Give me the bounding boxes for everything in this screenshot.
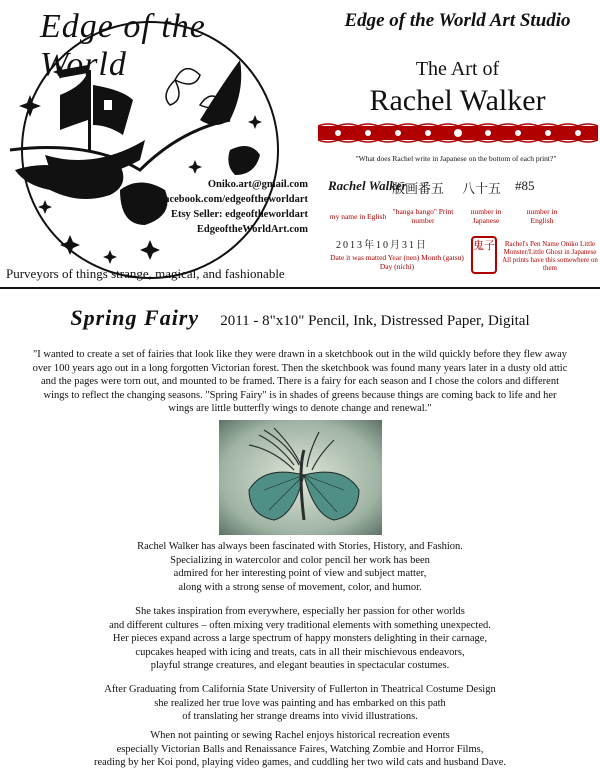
artist-quote: "I wanted to create a set of fairies that look like they were drawn in a sketchbook out in the wild quickly before they flew away over 100 years ago out in a long forgotten Victorian forest. Then the sketchbook was found many years later in a dusty old attic and the pages were torn out, and mounted to be framed. There is a fairy for each season and I chose the colors and different wings to reflect the changing seasons. "Spring Fairy" is in shades of greens because things are coming back to life and her wings are little butterfly wings to denote change and renewal.": [32, 349, 568, 414]
bio-line: she realized her true love was painting and has embarked on this path: [154, 697, 446, 709]
piece-details: 2011 - 8"x10" Pencil, Ink, Distressed Paper, Digital: [220, 313, 530, 329]
contact-email[interactable]: Oniko.art@gmail.com: [207, 179, 308, 190]
bio-paragraph-1: [30, 540, 570, 594]
contact-etsy[interactable]: Etsy Seller: edgeoftheworldart: [170, 209, 308, 220]
caption-name: my name in Eglish: [329, 212, 387, 221]
bio-line: cupcakes heaped with icing and treats, cats in all their mischievous endeavors,: [135, 646, 465, 658]
caption-pen-name: Rachel's Pen Name Oniko Little Monster/Little Ghost in Japanese All prints have this somewhere on them: [502, 240, 598, 272]
bio-line: When not painting or sewing Rachel enjoys historical recreation events: [150, 730, 450, 741]
signature-english-number: #85: [515, 178, 535, 193]
bio-line: admired for her interesting point of view and subject matter,: [173, 568, 427, 579]
caption-print-number: "hanga bango" Print number: [392, 207, 454, 225]
contact-facebook[interactable]: Facebook.com/edgeoftheworldart: [157, 194, 308, 205]
bio-line: reading by her Koi pond, playing video games, and cuddling her two wild cats and husband Dave.: [93, 757, 507, 768]
japanese-question: "What does Rachel write in Japanese on the bottom of each print?": [355, 154, 557, 163]
bio-line: along with a strong sense of movement, color, and humor.: [178, 581, 422, 593]
spring-fairy-artwork: [219, 420, 382, 535]
bio-line: playful strange creatures, and elegant beauties in spectacular costumes.: [150, 660, 450, 671]
bio-line: Her pieces expand across a large spectrum of happy monsters delighting in their carnage,: [112, 633, 488, 644]
piece-title: Spring Fairy: [70, 305, 200, 330]
ornamental-red-banner: [318, 122, 598, 144]
bio-line: Specializing in watercolor and color pencil her work has been: [170, 554, 430, 566]
contact-block: [150, 177, 308, 237]
piece-title-row: [0, 305, 600, 331]
art-of-heading: The Art of: [415, 58, 500, 80]
logo-title: Edge of the World: [40, 8, 206, 83]
section-divider: [0, 287, 600, 289]
caption-date: Date it was matted Year (nen) Month (gatsu) Day (nichi): [330, 253, 464, 271]
bio-line: She takes inspiration from everywhere, especially her passion for other worlds: [135, 606, 465, 617]
bio-paragraph-3: [30, 683, 570, 724]
caption-japanese-number: number in Japanese: [470, 207, 502, 225]
signature-japanese-number: 八十五: [462, 181, 502, 196]
bio-line: After Graduating from California State University of Fullerton in Theatrical Costume Design: [104, 684, 496, 695]
signature-name: Rachel Walker: [328, 178, 407, 193]
bio-line: especially Victorian Balls and Renaissance Faires, Watching Zombie and Horror Films,: [116, 743, 484, 755]
studio-name: Edge of the World Art Studio: [344, 10, 571, 31]
bio-line: of translating her strange dreams into vivid illustrations.: [182, 711, 418, 722]
contact-website[interactable]: EdgeoftheWorldArt.com: [196, 224, 308, 235]
artist-name: Rachel Walker: [369, 84, 546, 117]
matted-date: 2013年10月31日: [336, 240, 428, 251]
bio-paragraph-2: [30, 605, 570, 673]
studio-tagline: Purveyors of things strange, magical, and fashionable: [6, 266, 285, 281]
bio-paragraph-4: [30, 729, 570, 770]
bio-line: and different cultures – often mixing very traditional elements with something unexpected.: [109, 619, 491, 631]
signature-hanga: 版画番五: [392, 181, 445, 196]
bio-line: Rachel Walker has always been fascinated with Stories, History, and Fashion.: [137, 541, 463, 552]
caption-english-number: number in English: [526, 207, 558, 225]
oniko-seal-stamp: 鬼子: [471, 236, 497, 274]
